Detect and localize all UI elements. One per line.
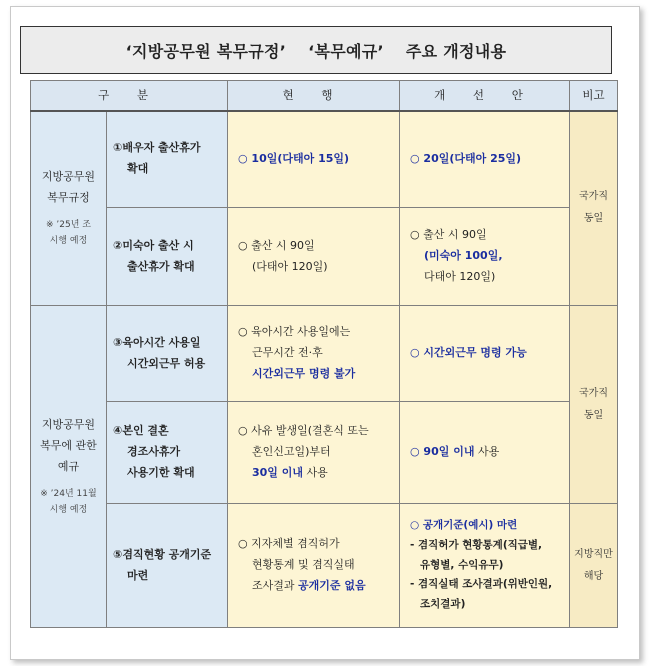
title-part-1: ‘지방공무원 복무규정’ [125, 41, 287, 61]
current-cell: ○ 10일(다태아 15일) [228, 111, 400, 208]
improved-cell: ○ 90일 이내 사용 [400, 402, 570, 504]
current-cell: ○ 출산 시 90일 (다태아 120일) [228, 208, 400, 306]
title-part-2: ‘복무예규’ [308, 41, 384, 61]
header-improvement: 개 선 안 [400, 81, 570, 111]
table-row [31, 402, 618, 504]
group-label-guideline: 지방공무원 복무에 관한 예규 ※ ’24년 11월 시행 예정 [31, 306, 107, 628]
improved-cell: ○ 출산 시 90일 (미숙아 100일, 다태아 120일) [400, 208, 570, 306]
remark-cell: 국가직 동일 [570, 111, 618, 306]
table-row [31, 208, 618, 306]
item-cell: ④본인 결혼 경조사휴가 사용기한 확대 [107, 402, 228, 504]
table-row [31, 306, 618, 402]
current-cell: ○ 육아시간 사용일에는 근무시간 전·후 시간외근무 명령 불가 [228, 306, 400, 402]
remark-cell: 지방직만 해당 [570, 504, 618, 628]
item-cell: ②미숙아 출산 시 출산휴가 확대 [107, 208, 228, 306]
current-cell: ○ 사유 발생일(결혼식 또는 혼인신고일)부터 30일 이내 사용 [228, 402, 400, 504]
header-category: 구 분 [31, 81, 228, 111]
item-cell: ①배우자 출산휴가 확대 [107, 111, 228, 208]
title-part-3: 주요 개정내용 [405, 41, 507, 61]
improved-cell: ○ 20일(다태아 25일) [400, 111, 570, 208]
table-row [31, 111, 618, 208]
remark-cell: 국가직 동일 [570, 306, 618, 504]
table-row [31, 504, 618, 628]
table-header-row [31, 81, 618, 111]
current-cell: ○ 지자체별 겸직허가 현황통계 및 겸직실태 조사결과 공개기준 없음 [228, 504, 400, 628]
improved-cell: ○ 시간외근무 명령 가능 [400, 306, 570, 402]
header-current: 현 행 [228, 81, 400, 111]
improved-cell: ○ 공개기준(예시) 마련 - 겸직허가 현황통계(직급별, 유형별, 수익유무) - 겸직실태 조사결과(위반인원, 조치결과) [400, 504, 570, 628]
item-cell: ③육아시간 사용일 시간외근무 허용 [107, 306, 228, 402]
header-remark: 비고 [570, 81, 618, 111]
page-title [20, 26, 612, 74]
item-cell: ⑤겸직현황 공개기준 마련 [107, 504, 228, 628]
amendment-table [30, 80, 618, 628]
group-label-regulation: 지방공무원 복무규정 ※ ’25년 조 시행 예정 [31, 111, 107, 306]
